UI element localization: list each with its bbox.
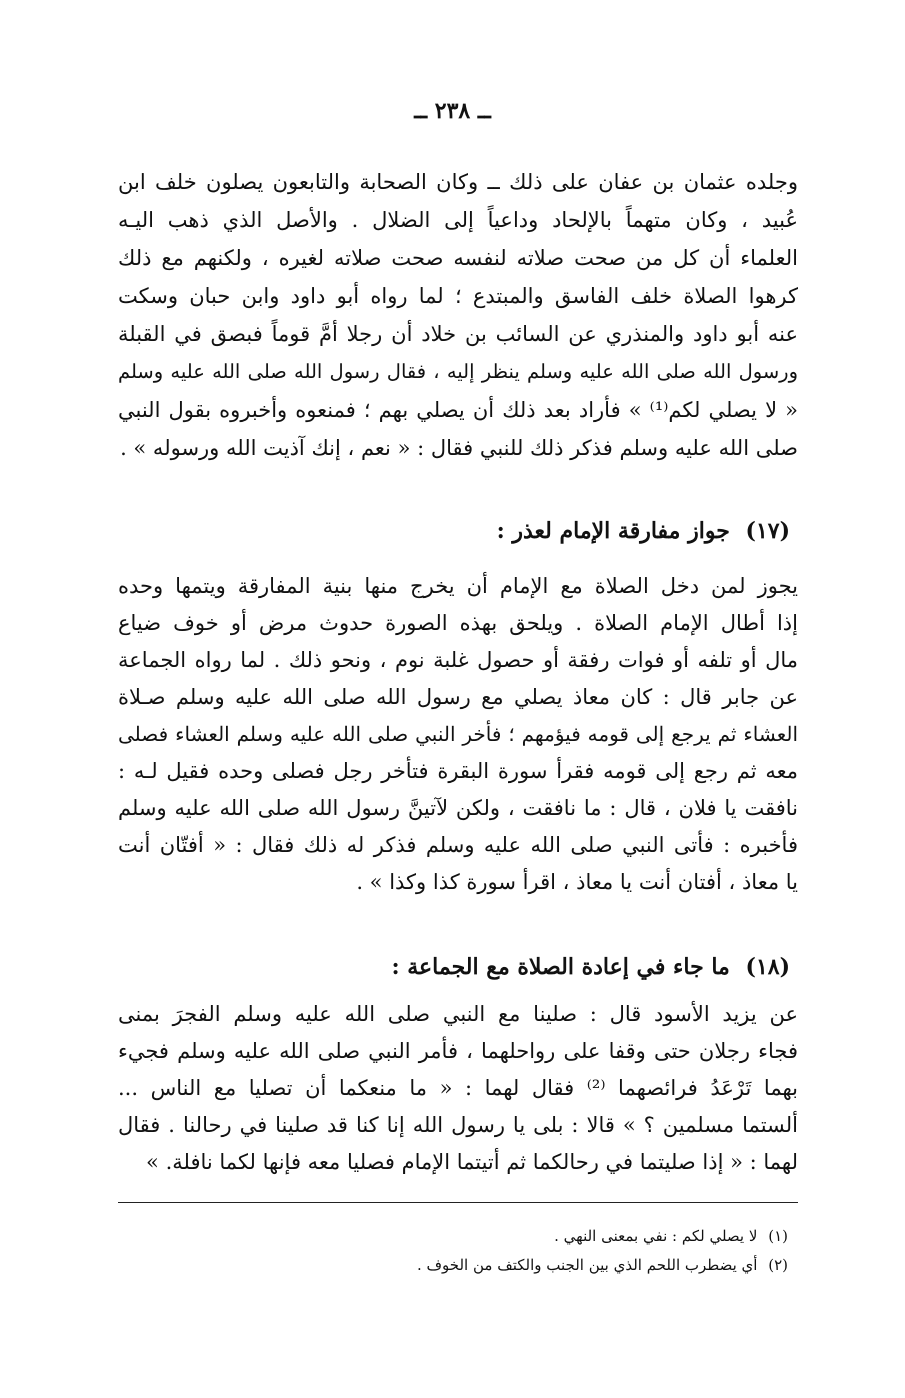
text-line: يا معاذ ، أفتان أنت يا معاذ ، اقرأ سورة كذا وكذا » . — [356, 870, 798, 894]
section-heading-17 — [118, 512, 790, 550]
heading-title: جواز مفارقة الإمام لعذر : — [496, 518, 730, 544]
text-line: العلماء أن كل من صحت صلاته لنفسه صحت صلاته لغيره ، ولكنهم مع ذلك — [118, 246, 798, 270]
text-line: عنه أبو داود والمنذري عن السائب بن خلاد أن رجلا أمَّ قوماً فبصق في القبلة — [118, 322, 798, 346]
heading-number: (١٨) — [745, 954, 790, 980]
text-line: لهما : « إذا صليتما في رحالكما ثم أتيتما الإمام فصليا معه فإنها لكما نافلة. » — [146, 1150, 798, 1174]
heading-title: ما جاء في إعادة الصلاة مع الجماعة : — [391, 954, 730, 980]
text-line: العشاء ثم يرجع إلى قومه فيؤمهم ؛ فأخر النبي صلى الله عليه وسلم العشاء فصلى — [118, 722, 798, 746]
footnote-1 — [118, 1222, 788, 1250]
footnote-number: (١) — [768, 1227, 788, 1245]
text-line: ورسول الله صلى الله عليه وسلم ينظر إليه ، فقال رسول الله صلى الله عليه وسلم — [118, 360, 798, 383]
text-line: إذا أطال الإمام الصلاة . ويلحق بهذه الصورة حدوث مرض أو خوف ضياع — [118, 611, 798, 635]
footnote-text: لا يصلي لكم : نفي بمعنى النهي . — [554, 1227, 758, 1245]
text-line: يجوز لمن دخل الصلاة مع الإمام أن يخرج منها بنية المفارقة ويتمها وحده — [118, 574, 798, 598]
text-line: عن يزيد الأسود قال : صلينا مع النبي صلى الله عليه وسلم الفجرَ بمنى — [118, 1002, 798, 1026]
text-line: فأخبره : فأتى النبي صلى الله عليه وسلم فذكر له ذلك فقال : « أفتّان أنت — [118, 833, 798, 857]
text-line: ألستما مسلمين ؟ » قالا : بلى يا رسول الله إنا كنا قد صلينا في رحالنا . فقال — [118, 1113, 798, 1137]
text-line: وجلده عثمان بن عفان على ذلك ــ وكان الصحابة والتابعون يصلون خلف ابن — [118, 170, 798, 194]
text-line: عُبيد ، وكان متهماً بالإلحاد وداعياً إلى الضلال . والأصل الذي ذهب اليـه — [118, 208, 798, 232]
text-line: فجاء رجلان حتى وقفا على رواحلهما ، فأمر النبي صلى الله عليه وسلم فجيء — [118, 1039, 798, 1063]
footnote-text: أي يضطرب اللحم الذي بين الجنب والكتف من الخوف . — [416, 1256, 758, 1274]
text-line: عن جابر قال : كان معاذ يصلي مع رسول الله صلى الله عليه وسلم صـلاة — [118, 685, 798, 709]
section-heading-18 — [118, 948, 790, 986]
footnote-number: (٢) — [768, 1256, 788, 1274]
heading-number: (١٧) — [745, 518, 790, 544]
text-line: « لا يصلي لكم⁽¹⁾ » فأراد بعد ذلك أن يصلي بهم ؛ فمنعوه وأخبروه بقول النبي — [118, 398, 798, 422]
text-line: مال أو تلفه أو فوات رفقة أو حصول غلبة نوم ، ونحو ذلك . لما رواه الجماعة — [118, 648, 798, 672]
text-line: صلى الله عليه وسلم فذكر ذلك للنبي فقال : « نعم ، إنك آذيت الله ورسوله » . — [120, 436, 798, 460]
text-line: معه ثم رجع إلى قومه فقرأ سورة البقرة فتأخر رجل فصلى وحده فقيل لـه : — [118, 759, 798, 783]
text-line: بهما تَرْعَدُ فرائصهما ⁽²⁾ فقال لهما : « ما منعكما أن تصليا مع الناس ... — [118, 1076, 798, 1100]
footnote-2 — [118, 1251, 788, 1279]
text-line: كرهوا الصلاة خلف الفاسق والمبتدع ؛ لما رواه أبو داود وابن حبان وسكت — [118, 284, 798, 308]
page-number: ــ ٢٣٨ ــ — [414, 98, 491, 124]
text-line: نافقت يا فلان ، قال : ما نافقت ، ولكن لآتينَّ رسول الله صلى الله عليه وسلم — [118, 796, 798, 820]
footnote-separator — [118, 1202, 798, 1203]
